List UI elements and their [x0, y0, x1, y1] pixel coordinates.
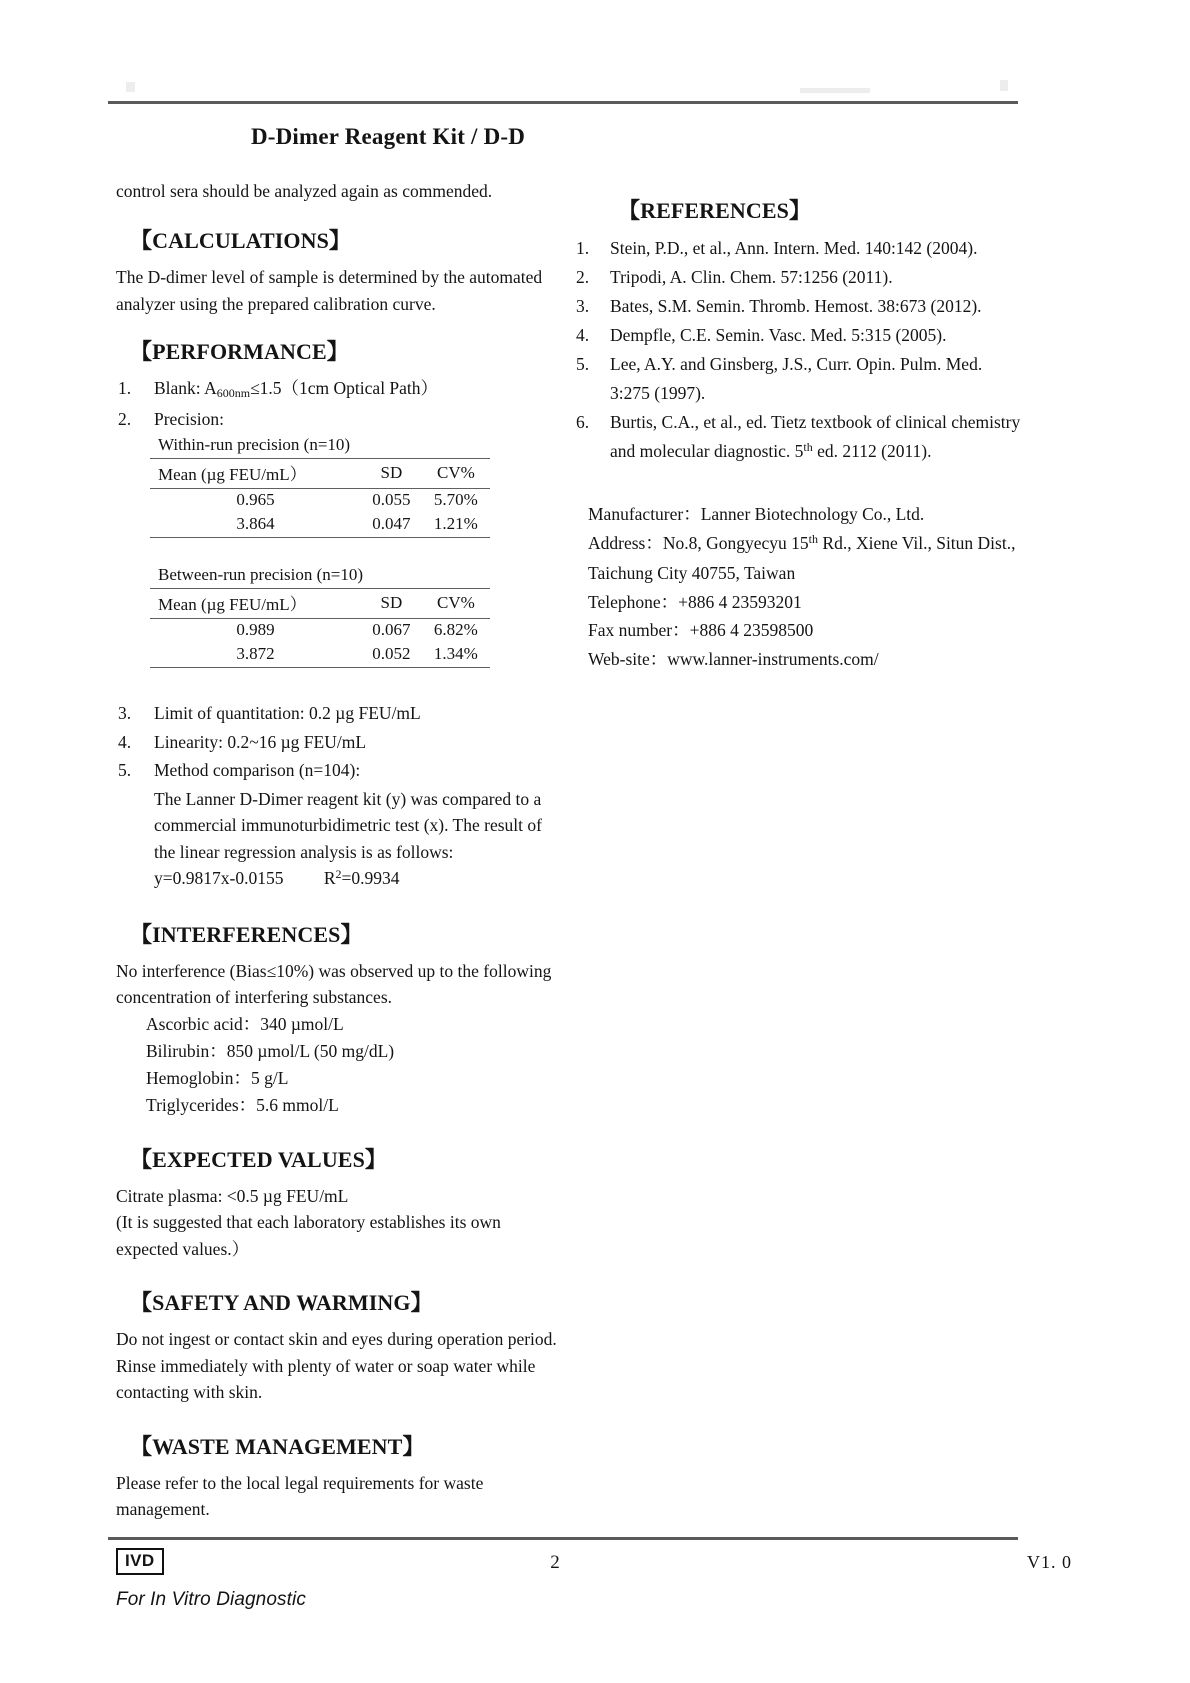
cell-sd: 0.055 — [372, 490, 411, 509]
performance-heading: 【PERFORMANCE】 — [130, 339, 349, 364]
between-run-header-row — [150, 589, 490, 619]
left-column — [116, 178, 571, 1543]
cell-mean: 3.864 — [150, 513, 361, 538]
r-squared-value: =0.9934 — [341, 868, 400, 888]
post-table-spacer — [116, 668, 571, 698]
table-spacer — [150, 538, 571, 564]
expected-values-heading: 【EXPECTED VALUES】 — [130, 1146, 388, 1172]
list-marker: 2. — [118, 408, 132, 429]
scan-artifact-left — [126, 82, 135, 92]
waste-heading: 【WASTE MANAGEMENT】 — [130, 1433, 425, 1459]
address-line2: Taichung City 40755, Taiwan — [588, 563, 796, 583]
reference-item — [572, 234, 1022, 263]
safety-line1: Do not ingest or contact skin and eyes during operation period. — [116, 1329, 557, 1349]
regression-equation-row — [154, 865, 571, 894]
list-item: Ascorbic acid：340 µmol/L — [146, 1013, 344, 1034]
cell-mean: 3.872 — [150, 643, 361, 668]
between-run-col-cv: CV% — [422, 589, 490, 619]
method-comparison-line2: commercial immunoturbidimetric test (x). The result of — [154, 815, 542, 835]
within-run-caption: Within-run precision (n=10) — [150, 434, 490, 459]
within-run-col-mean: Mean (µg FEU/mL） — [150, 459, 361, 489]
cell-cv: 5.70% — [433, 490, 478, 509]
cell-mean: 0.989 — [236, 620, 275, 639]
scan-artifact-right — [1000, 80, 1008, 91]
header-rule — [108, 101, 1018, 104]
expected-values-section — [116, 1145, 571, 1263]
reference-item — [572, 321, 1022, 350]
precision-label: Precision: — [154, 408, 224, 429]
footer-rule — [108, 1537, 1018, 1540]
safety-line2: Rinse immediately with plenty of water or soap water while — [116, 1355, 536, 1376]
reference-text-pre: Burtis, C.A., et al., ed. Tietz textbook of clinical chemistry and molecular diagnostic. 5 — [610, 412, 1021, 461]
reference-item — [572, 350, 1022, 408]
address-text-pre: Address：No.8, Gongyecyu 15 — [588, 532, 809, 553]
method-comparison-line3: the linear regression analysis is as follows: — [154, 841, 454, 862]
between-run-caption-row — [150, 564, 490, 589]
references-heading: 【REFERENCES】 — [618, 198, 812, 223]
cell-sd: 0.052 — [361, 643, 422, 668]
calculations-section — [116, 226, 571, 317]
method-comparison-text: Method comparison (n=104): — [154, 760, 361, 780]
reference-text: Lee, A.Y. and Ginsberg, J.S., Curr. Opin. Pulm. Med. 3:275 (1997). — [610, 354, 983, 403]
within-run-header-row — [150, 459, 490, 489]
cell-cv: 6.82% — [433, 620, 478, 639]
references-list — [572, 234, 1022, 468]
table-row — [150, 619, 490, 644]
blank-text-pre: Blank: A — [154, 378, 217, 398]
between-run-col-mean: Mean (µg FEU/mL） — [150, 589, 361, 619]
address-text-post: Rd., Xiene Vil., Situn Dist., — [818, 532, 1016, 553]
reference-item — [572, 263, 1022, 292]
between-run-col-sd: SD — [361, 589, 422, 619]
list-item: Triglycerides：5.6 mmol/L — [146, 1094, 339, 1115]
list-marker: 3. — [576, 296, 590, 316]
reference-text: Dempfle, C.E. Semin. Vasc. Med. 5:315 (2005). — [610, 325, 947, 345]
interferences-section — [116, 920, 571, 1119]
between-run-table-head — [150, 564, 490, 619]
between-run-table-body — [150, 619, 490, 668]
scan-artifact-center — [800, 88, 870, 93]
reference-item — [572, 292, 1022, 321]
page-title: D-Dimer Reagent Kit / D-D — [250, 124, 526, 149]
performance-item-linearity — [116, 729, 571, 756]
list-marker: 1. — [118, 378, 132, 398]
cell-sd: 0.047 — [361, 513, 422, 538]
ivd-badge: IVD — [116, 1548, 164, 1575]
reference-text-post: ed. 2112 (2011). — [812, 441, 932, 461]
within-run-col-sd: SD — [361, 459, 422, 489]
reference-text: Bates, S.M. Semin. Thromb. Hemost. 38:673 (2012). — [610, 296, 982, 316]
expected-values-line1: Citrate plasma: <0.5 µg FEU/mL — [116, 1185, 349, 1206]
r-squared-exponent: 2 — [335, 867, 342, 881]
within-run-table-head — [150, 434, 490, 489]
list-marker: 5. — [576, 354, 590, 374]
address-line1 — [588, 529, 1022, 560]
method-comparison-line1: The Lanner D-Dimer reagent kit (y) was compared to a — [154, 788, 542, 809]
within-run-col-cv: CV% — [422, 459, 490, 489]
linearity-text: Linearity: 0.2~16 µg FEU/mL — [154, 731, 367, 752]
blank-text-post: ≤1.5（1cm Optical Path） — [250, 378, 439, 398]
safety-section — [116, 1288, 571, 1406]
r-squared-label: R — [323, 868, 336, 888]
performance-item-loq — [116, 700, 571, 727]
address-ordinal-sup: th — [808, 531, 819, 546]
between-run-caption: Between-run precision (n=10) — [150, 564, 490, 589]
document-version: V1. 0 — [1027, 1552, 1072, 1572]
manufacturer-contact-block — [572, 500, 1022, 673]
within-run-caption-row — [150, 434, 490, 459]
expected-values-line3: expected values.） — [116, 1238, 250, 1259]
performance-section — [116, 337, 571, 894]
method-comparison-detail — [116, 786, 571, 894]
calculations-heading: 【CALCULATIONS】 — [130, 228, 352, 253]
reference-item — [572, 408, 1022, 468]
telephone-line: Telephone：+886 4 23593201 — [588, 591, 802, 612]
interferences-heading: 【INTERFERENCES】 — [130, 921, 363, 947]
performance-list-continued — [116, 700, 571, 784]
reference-ordinal-sup: th — [803, 440, 813, 454]
performance-list — [116, 375, 571, 432]
interferences-line2: concentration of interfering substances. — [116, 987, 393, 1007]
list-item: Bilirubin：850 µmol/L (50 mg/dL) — [146, 1040, 395, 1061]
interferences-line1: No interference (Bias≤10%) was observed up to the following — [116, 960, 552, 981]
loq-text: Limit of quantitation: 0.2 µg FEU/mL — [154, 703, 421, 723]
right-column — [572, 196, 1022, 673]
performance-item-blank — [116, 375, 571, 404]
reference-text: Stein, P.D., et al., Ann. Intern. Med. 140:142 (2004). — [610, 238, 978, 258]
safety-line3: contacting with skin. — [116, 1382, 263, 1402]
within-run-table-body — [150, 489, 490, 538]
expected-values-line2: (It is suggested that each laboratory establishes its own — [116, 1212, 501, 1232]
fax-line: Fax number：+886 4 23598500 — [588, 620, 814, 640]
table-row — [150, 643, 490, 668]
regression-equation: y=0.9817x-0.0155 — [154, 868, 284, 888]
waste-section — [116, 1432, 571, 1523]
within-run-table-wrap — [116, 434, 571, 668]
cell-cv: 1.34% — [422, 643, 490, 668]
list-marker: 5. — [118, 760, 132, 780]
manufacturer-line: Manufacturer：Lanner Biotechnology Co., Ltd. — [588, 504, 925, 524]
website-line[interactable]: Web-site：www.lanner-instruments.com/ — [588, 648, 879, 669]
interferences-substance-list — [116, 1011, 571, 1119]
waste-line2: management. — [116, 1499, 210, 1519]
table-row — [150, 513, 490, 538]
waste-line1: Please refer to the local legal requirements for waste — [116, 1472, 484, 1493]
cell-sd: 0.067 — [372, 620, 411, 639]
calculations-body: The D-dimer level of sample is determined by the automated analyzer using the prepared calibration curve. — [116, 267, 543, 314]
list-marker: 4. — [576, 325, 590, 345]
list-marker: 3. — [118, 703, 132, 723]
between-run-precision-table — [150, 564, 490, 668]
cell-cv: 1.21% — [422, 513, 490, 538]
list-item: Hemoglobin：5 g/L — [146, 1067, 289, 1088]
performance-item-precision — [116, 406, 571, 433]
table-row — [150, 489, 490, 514]
list-marker: 4. — [118, 731, 132, 752]
within-run-precision-table — [150, 434, 490, 538]
list-marker: 2. — [576, 267, 590, 287]
reference-text: Tripodi, A. Clin. Chem. 57:1256 (2011). — [610, 267, 893, 287]
page-number: 2 — [550, 1552, 560, 1573]
ivd-caption: For In Vitro Diagnostic — [116, 1589, 306, 1610]
performance-item-method-comparison — [116, 757, 571, 784]
list-marker: 1. — [576, 238, 590, 258]
blank-subscript: 600nm — [216, 386, 251, 400]
cell-mean: 0.965 — [236, 490, 275, 509]
continued-paragraph: control sera should be analyzed again as commended. — [116, 181, 493, 201]
list-marker: 6. — [576, 412, 590, 432]
safety-heading: 【SAFETY AND WARMING】 — [130, 1290, 433, 1315]
